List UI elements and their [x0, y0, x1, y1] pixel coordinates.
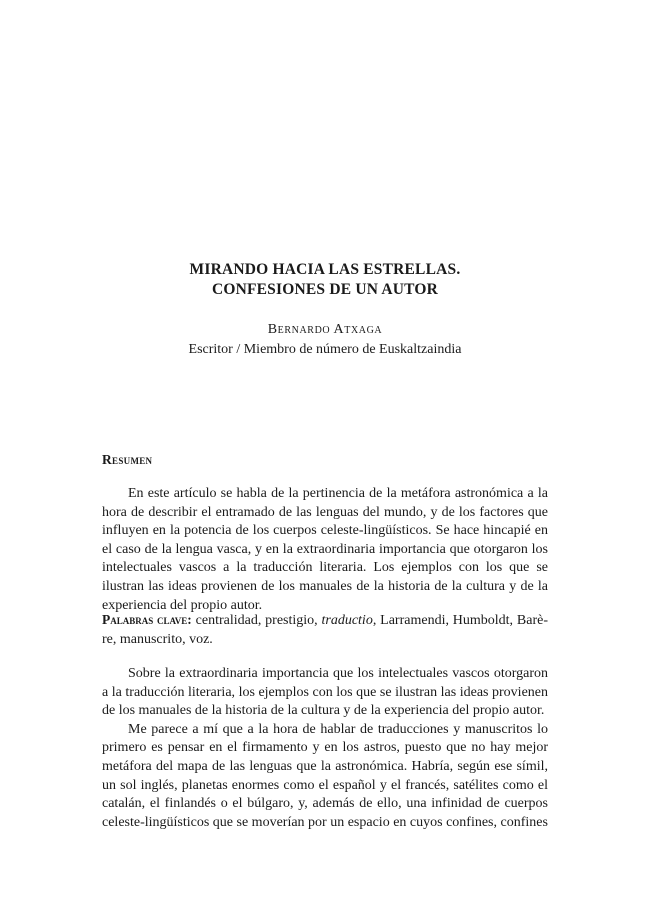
- abstract-body: [102, 485, 548, 615]
- abstract-paragraph: En este artículo se habla de la pertinencia de la metáfora astronómica a la hora de describir el entramado de las lenguas del mundo, y de los factores que influyen en la potencia de los cuerpos celeste-lingüísticos. Se hace hincapié en el caso de la lengua vasca, y en la extraordinaria importancia que otorgaron los intelectuales vascos a la traducción literaria. Los ejemplos con los que se ilustran las ideas provienen de los manuales de la historia de la cultura y de la experiencia del propio autor.: [102, 486, 548, 613]
- keywords-list-a: centralidad, prestigio,: [191, 613, 322, 628]
- title-line-1: MIRANDO HACIA LAS ESTRELLAS.: [189, 261, 461, 278]
- body-paragraph-2: Me parece a mí que a la hora de hablar de traducciones y manuscritos lo primero es pensar en el firmamento y en los astros, puesto que no hay mejor metáfora del mapa de las lenguas que la astronómica. Habría, según ese símil, un sol inglés, planetas enormes como el español y el francés, satélites como el catalán, el finlandés o el búlgaro, y, además de ello, una infinidad de cuerpos celeste-lingüísticos que se moverían por un espacio en cuyos confines, confines: [102, 721, 548, 830]
- author-block: [0, 320, 650, 360]
- keywords-list-b: , Larramendi, Humboldt, Barère, manuscrito, voz.: [102, 613, 548, 647]
- author-affiliation: Escritor / Miembro de número de Euskaltzaindia: [188, 342, 462, 357]
- body-paragraph-1: Sobre la extraordinaria importancia que los intelectuales vascos otorgaron a la traducción literaria, los ejemplos con los que se ilustran las ideas provienen de los manuales de la historia de la cultura y de la experiencia del propio autor.: [102, 666, 548, 719]
- keywords-paragraph: [102, 611, 548, 649]
- article-body: [102, 665, 548, 832]
- keywords: [102, 611, 548, 649]
- abstract-heading: Resumen: [102, 452, 153, 467]
- keywords-label: Palabras clave:: [102, 612, 192, 627]
- author-name: Bernardo Atxaga: [267, 322, 383, 337]
- keywords-italic-term: traductio: [321, 613, 373, 628]
- article-title: [0, 260, 650, 300]
- title-line-2: CONFESIONES DE UN AUTOR: [211, 281, 439, 298]
